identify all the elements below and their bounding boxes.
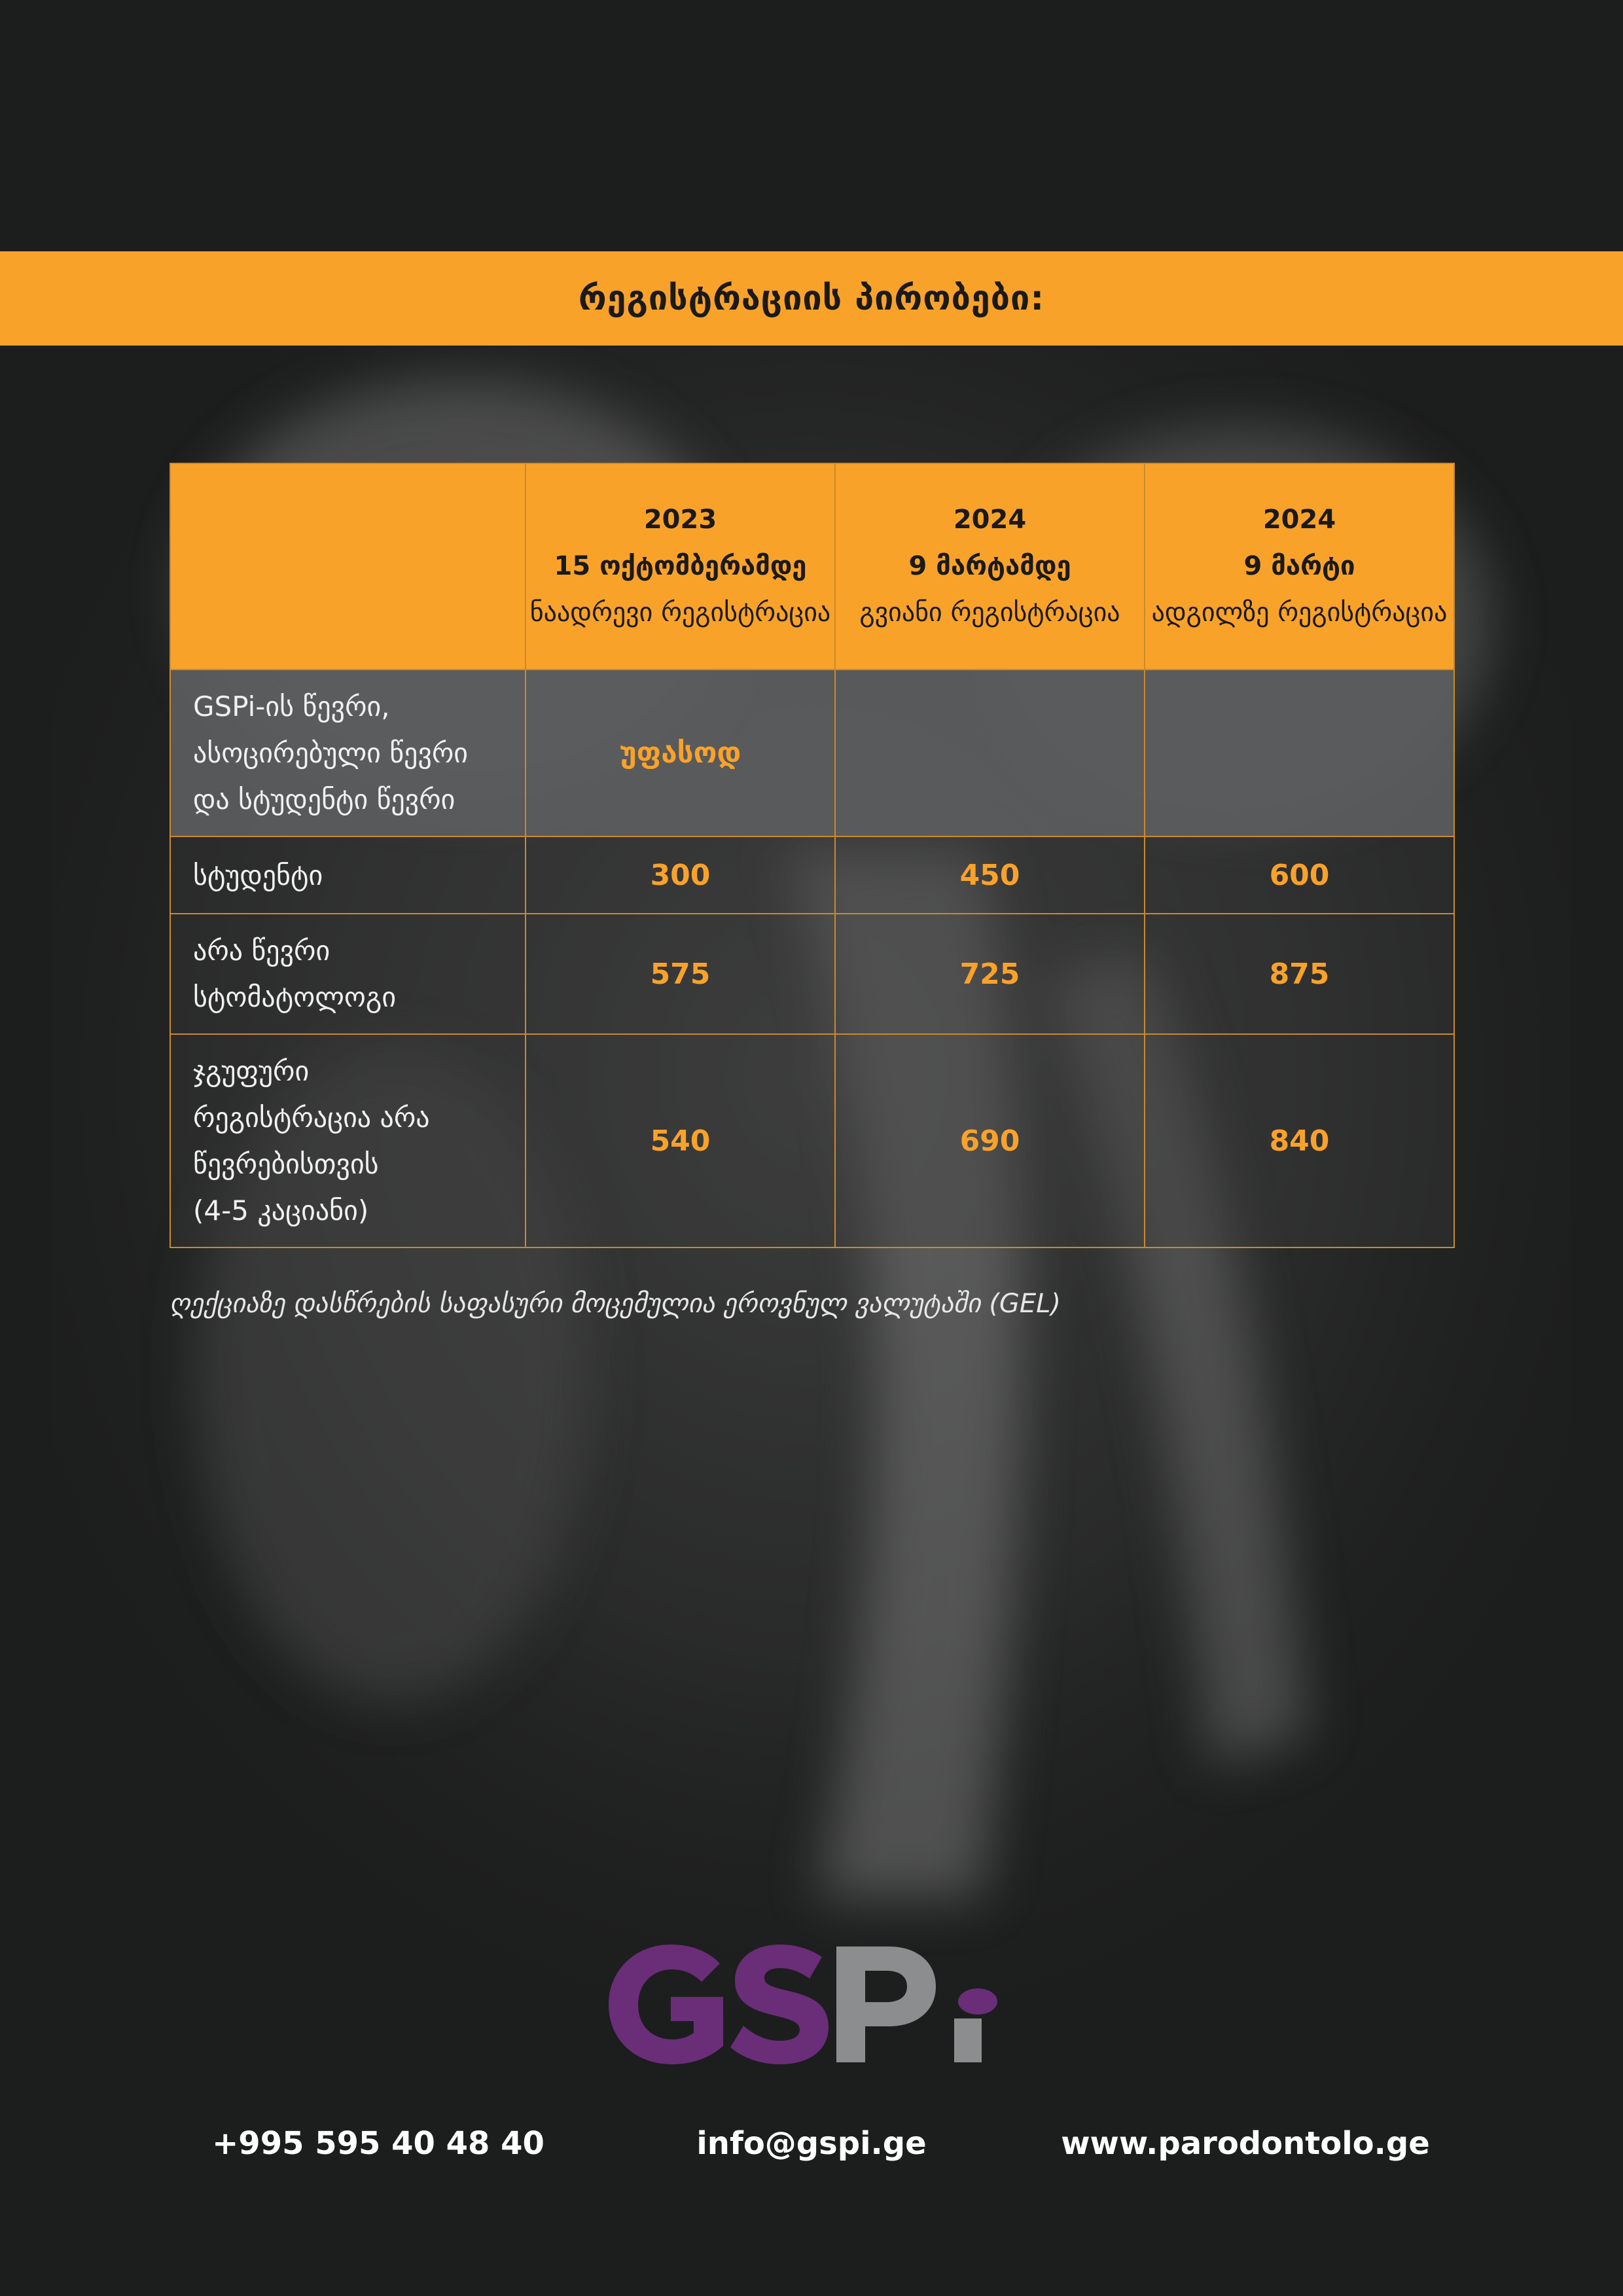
row-label-line: სტუდენტი	[193, 859, 323, 891]
price-cell: 875	[1145, 914, 1454, 1034]
email-link[interactable]: info@gspi.ge	[696, 2125, 927, 2162]
price-cell: 575	[526, 914, 835, 1034]
price-cell: 840	[1145, 1034, 1454, 1247]
price-cell: 600	[1145, 836, 1454, 914]
row-label-line: სტომატოლოგი	[193, 981, 397, 1013]
row-label-non-member	[170, 914, 526, 1034]
table-row-student	[170, 836, 1454, 914]
header-empty-cell	[170, 463, 526, 670]
logo-letter-g	[609, 1945, 723, 2064]
header-date: 9 მარტამდე	[908, 551, 1071, 581]
header-date: 9 მარტი	[1243, 551, 1355, 581]
contact-footer	[0, 2117, 1623, 2170]
header-year: 2023	[643, 505, 717, 535]
logo-letter-i	[954, 2018, 982, 2062]
logo-dot	[958, 1988, 997, 2015]
page-title: რეგისტრაციის პირობები:	[578, 279, 1045, 318]
header-late-registration	[835, 463, 1145, 670]
table-row-non-member	[170, 914, 1454, 1034]
currency-note: ღექციაზე დასწრების საფასური მოცემულია ეროვნულ ვალუტაში (GEL)	[169, 1289, 1061, 1319]
registration-price-table	[169, 463, 1455, 1248]
header-early-registration	[526, 463, 835, 670]
header-year: 2024	[953, 505, 1027, 535]
row-label-line: ასოცირებული წევრი	[193, 737, 469, 769]
row-label-line: რეგისტრაცია არა	[193, 1102, 430, 1134]
table-header-row	[170, 463, 1454, 670]
row-label-members	[170, 670, 526, 836]
phone-link[interactable]: +995 595 40 48 40	[212, 2125, 544, 2162]
header-label: ნაადრევი რეგისტრაცია	[529, 598, 831, 628]
row-label-line: და სტუდენტი წევრი	[193, 783, 455, 816]
table-row-members	[170, 670, 1454, 836]
price-cell	[835, 670, 1145, 836]
gspi-logo	[609, 1941, 1014, 2066]
header-date: 15 ოქტომბერამდე	[554, 551, 807, 581]
price-cell: 300	[526, 836, 835, 914]
row-label-line: (4-5 კაციანი)	[193, 1194, 369, 1227]
row-label-line: ჯგუფური	[193, 1055, 310, 1087]
price-cell: უფასოდ	[526, 670, 835, 836]
header-onsite-registration	[1145, 463, 1454, 670]
price-cell: 540	[526, 1034, 835, 1247]
website-link[interactable]: www.parodontolo.ge	[1061, 2125, 1430, 2162]
price-cell: 725	[835, 914, 1145, 1034]
price-cell: 450	[835, 836, 1145, 914]
logo-letter-s	[730, 1945, 829, 2064]
row-label-line: არა წევრი	[193, 935, 330, 967]
row-label-line: GSPi-ის წევრი,	[193, 691, 390, 723]
table-row-group	[170, 1034, 1454, 1247]
row-label-line: წევრებისთვის	[193, 1148, 379, 1180]
header-label: ადგილზე რეგისტრაცია	[1151, 598, 1448, 628]
price-cell: 690	[835, 1034, 1145, 1247]
row-label-group	[170, 1034, 526, 1247]
header-label: გვიანი რეგისტრაცია	[859, 598, 1120, 628]
row-label-student	[170, 836, 526, 914]
registration-title-bar	[0, 251, 1623, 346]
logo-letter-p	[836, 1946, 936, 2062]
price-cell	[1145, 670, 1454, 836]
header-year: 2024	[1262, 505, 1336, 535]
